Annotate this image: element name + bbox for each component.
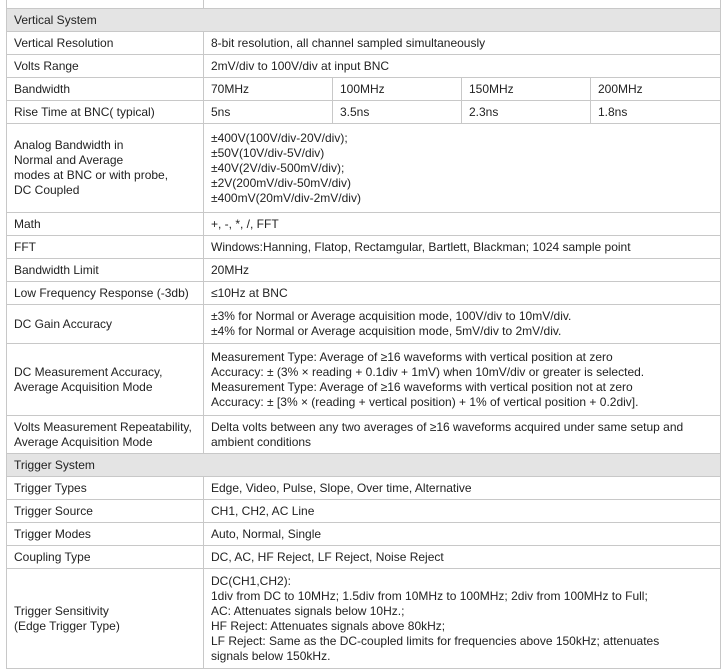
spec-value: [204, 344, 721, 416]
table-row: [7, 546, 721, 569]
spec-value: ≤10Hz at BNC: [204, 282, 721, 305]
table-row-top-partial: [7, 0, 721, 9]
section-title: Vertical System: [7, 9, 721, 32]
spec-value: 2mV/div to 100V/div at input BNC: [204, 55, 721, 78]
value-line: Measurement Type: Average of ≥16 waveforms with vertical position at zero: [211, 349, 613, 364]
label-line: DC Measurement Accuracy,: [14, 364, 163, 379]
table-row: [7, 305, 721, 344]
table-row: [7, 282, 721, 305]
spec-label: [7, 416, 204, 454]
table-row: [7, 124, 721, 213]
spec-label: Low Frequency Response (-3db): [7, 282, 204, 305]
value-line: Accuracy: ± (3% × reading + 0.1div + 1mV) when 10mV/div or greater is selected.: [211, 364, 645, 379]
table-row: [7, 477, 721, 500]
value-line: HF Reject: Attenuates signals above 80kHz;: [211, 618, 446, 633]
value-line: 1div from DC to 10MHz; 1.5div from 10MHz to 100MHz; 2div from 100MHz to Full;: [211, 588, 648, 603]
spec-value: 100MHz: [333, 78, 462, 101]
cell-empty: [7, 0, 204, 9]
spec-value: +, -, *, /, FFT: [204, 213, 721, 236]
spec-label: DC Gain Accuracy: [7, 305, 204, 344]
table-row: [7, 569, 721, 669]
spec-value: [204, 124, 721, 213]
value-line: ±4% for Normal or Average acquisition mode, 5mV/div to 2mV/div.: [211, 324, 562, 338]
table-row: [7, 259, 721, 282]
spec-value: 3.5ns: [333, 101, 462, 124]
spec-value: 20MHz: [204, 259, 721, 282]
table-row: [7, 32, 721, 55]
value-line: DC(CH1,CH2):: [211, 573, 292, 588]
value-line: Delta volts between any two averages of ≥16 waveforms acquired under same setup and: [211, 419, 684, 434]
value-line: Accuracy: ± [3% × (reading + vertical position) + 1% of vertical position + 0.2div].: [211, 394, 639, 409]
section-header-vertical: [7, 9, 721, 32]
spec-value: [204, 305, 721, 344]
value-line: ±400mV(20mV/div-2mV/div): [211, 190, 361, 205]
spec-label: Bandwidth: [7, 78, 204, 101]
label-line: Analog Bandwidth in: [14, 138, 124, 152]
section-header-trigger: [7, 454, 721, 477]
spec-label: [7, 569, 204, 669]
table-row: [7, 55, 721, 78]
spec-value: 1.8ns: [591, 101, 721, 124]
value-line: ±50V(10V/div-5V/div): [211, 145, 325, 160]
spec-label: FFT: [7, 236, 204, 259]
spec-value: 70MHz: [204, 78, 333, 101]
table-row: [7, 500, 721, 523]
value-line: ±40V(2V/div-500mV/div);: [211, 160, 345, 175]
label-line: Trigger Sensitivity: [14, 603, 109, 618]
label-line: DC Coupled: [14, 183, 80, 197]
value-line: ambient conditions: [211, 434, 312, 449]
spec-value: Edge, Video, Pulse, Slope, Over time, Alternative: [204, 477, 721, 500]
value-line: ±3% for Normal or Average acquisition mode, 100V/div to 10mV/div.: [211, 309, 572, 323]
spec-label: Coupling Type: [7, 546, 204, 569]
table-row: [7, 78, 721, 101]
spec-label: [7, 124, 204, 213]
spec-label: Math: [7, 213, 204, 236]
label-line: Volts Measurement Repeatability,: [14, 419, 192, 434]
table-row: [7, 344, 721, 416]
spec-label: Rise Time at BNC( typical): [7, 101, 204, 124]
spec-label: Volts Range: [7, 55, 204, 78]
value-line: ±400V(100V/div-20V/div);: [211, 130, 348, 145]
table-row: [7, 213, 721, 236]
table-row: [7, 416, 721, 454]
spec-label: [7, 344, 204, 416]
spec-value: 2.3ns: [462, 101, 591, 124]
section-title: Trigger System: [7, 454, 721, 477]
spec-value: 200MHz: [591, 78, 721, 101]
spec-label: Bandwidth Limit: [7, 259, 204, 282]
value-line: signals below 150kHz.: [211, 648, 331, 663]
spec-label: Vertical Resolution: [7, 32, 204, 55]
cell-empty: [204, 0, 721, 9]
spec-label: Trigger Types: [7, 477, 204, 500]
table-row: [7, 236, 721, 259]
label-line: Normal and Average: [14, 153, 124, 167]
spec-value: 5ns: [204, 101, 333, 124]
table-row: [7, 101, 721, 124]
spec-value: DC, AC, HF Reject, LF Reject, Noise Reject: [204, 546, 721, 569]
spec-value: [204, 569, 721, 669]
label-line: (Edge Trigger Type): [14, 618, 120, 633]
specification-table: [6, 0, 721, 669]
label-line: modes at BNC or with probe,: [14, 168, 169, 182]
value-line: AC: Attenuates signals below 10Hz.;: [211, 603, 405, 618]
table-row: [7, 523, 721, 546]
spec-value: CH1, CH2, AC Line: [204, 500, 721, 523]
value-line: Measurement Type: Average of ≥16 waveforms with vertical position not at zero: [211, 379, 633, 394]
spec-label: Trigger Modes: [7, 523, 204, 546]
value-line: LF Reject: Same as the DC-coupled limits for frequencies above 150kHz; attenuates: [211, 633, 660, 648]
value-line: ±2V(200mV/div-50mV/div): [211, 175, 351, 190]
spec-value: Windows:Hanning, Flatop, Rectamgular, Bartlett, Blackman; 1024 sample point: [204, 236, 721, 259]
spec-value: [204, 416, 721, 454]
label-line: Average Acquisition Mode: [14, 434, 153, 449]
label-line: Average Acquisition Mode: [14, 379, 153, 394]
spec-value: 150MHz: [462, 78, 591, 101]
spec-value: Auto, Normal, Single: [204, 523, 721, 546]
spec-label: Trigger Source: [7, 500, 204, 523]
spec-value: 8-bit resolution, all channel sampled simultaneously: [204, 32, 721, 55]
